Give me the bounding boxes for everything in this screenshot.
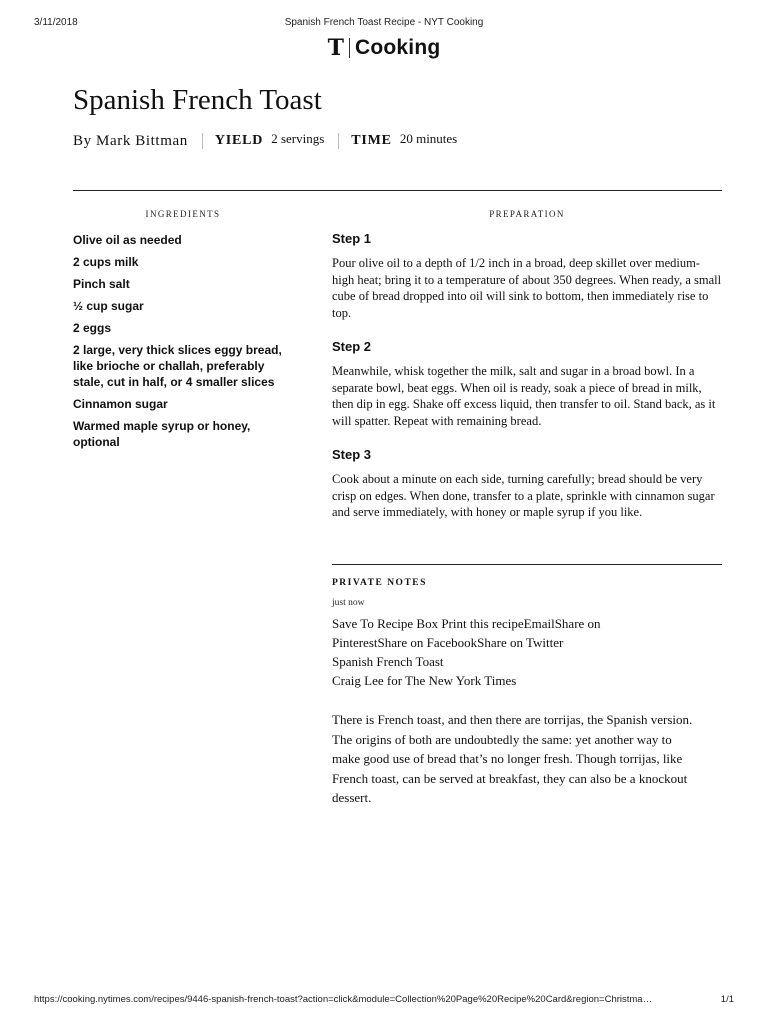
ingredient-item: 2 eggs (73, 321, 112, 335)
step-text: Pour olive oil to a depth of 1/2 inch in a broad, deep skillet over medium-high heat; bring it to a temperature of about 350 degrees. When ready, a small cube of bread dropped into oil will sink to bottom, then immediately rise to top. (332, 256, 722, 320)
ingredients-list (73, 232, 298, 456)
notes-divider (332, 564, 722, 565)
ingredient-item: 2 large, very thick slices eggy bread, like brioche or challah, preferably stale, cut in half, or 4 smaller slices (73, 343, 282, 389)
header-divider (73, 190, 722, 191)
step-1 (332, 230, 722, 321)
recipe-byline[interactable]: By Mark Bittman (73, 132, 188, 149)
yield-label: YIELD (214, 133, 264, 148)
time-value: 20 minutes (399, 131, 458, 146)
meta-divider (202, 133, 203, 149)
brand-name: Cooking (354, 36, 441, 59)
time-label: TIME (351, 133, 392, 148)
print-document-title: Spanish French Toast Recipe - NYT Cooking (284, 17, 484, 28)
ingredient-item: Pinch salt (73, 277, 130, 291)
notes-timestamp: just now (332, 598, 365, 608)
ingredients-heading: INGREDIENTS (145, 209, 221, 219)
ingredient-item: ½ cup sugar (73, 299, 144, 313)
brand-divider (349, 38, 350, 58)
print-header (34, 17, 734, 31)
yield-value: 2 servings (271, 131, 325, 146)
step-2 (332, 338, 722, 429)
step-text: Meanwhile, whisk together the milk, salt and sugar in a broad bowl. In a separate bowl, beat eggs. When oil is ready, soak a piece of bread in milk, then dip in egg. Shake off excess liquid, then transfer to oil. Stand back, as it will spatter. Repeat with remaining bread. (332, 364, 716, 428)
print-url: https://cooking.nytimes.com/recipes/9446-spanish-french-toast?action=click&module=Collection%20Page%20Recipe%20Card&region=Christma… (34, 994, 653, 1005)
print-date: 3/11/2018 (34, 17, 78, 28)
photo-title: Spanish French Toast (332, 654, 444, 669)
recipe-intro: There is French toast, and then there are torrijas, the Spanish version. The origins of both are undoubtedly the same: yet another way to make good use of bread that’s no longer fresh. Though torrijas, like French toast, can be served at breakfast, they can also be a knockout dessert. (332, 712, 693, 805)
recipe-meta (73, 131, 457, 151)
step-title: Step 1 (332, 231, 372, 246)
step-title: Step 2 (332, 339, 372, 354)
preparation-steps (332, 230, 722, 538)
nyt-t-logo-icon: T (327, 35, 344, 61)
share-actions-line[interactable]: PinterestShare on FacebookShare on Twitter (332, 635, 564, 650)
meta-divider (338, 133, 339, 149)
step-3 (332, 446, 722, 521)
brand-logo[interactable] (0, 36, 768, 60)
recipe-title: Spanish French Toast (73, 84, 322, 116)
ingredient-item: Cinnamon sugar (73, 397, 168, 411)
share-actions-line[interactable]: Save To Recipe Box Print this recipeEmailShare on (332, 616, 601, 631)
ingredient-item: Warmed maple syrup or honey, optional (73, 419, 251, 449)
step-text: Cook about a minute on each side, turning carefully; bread should be very crisp on edges. When done, transfer to a plate, sprinkle with cinnamon sugar and serve immediately, with honey or maple syrup if you like. (332, 472, 715, 519)
private-notes-heading: PRIVATE NOTES (332, 578, 427, 588)
private-notes-section (332, 578, 722, 808)
ingredient-item: 2 cups milk (73, 255, 139, 269)
step-title: Step 3 (332, 447, 372, 462)
preparation-heading: PREPARATION (489, 209, 565, 219)
print-footer (34, 994, 734, 1008)
photo-credit: Craig Lee for The New York Times (332, 673, 517, 688)
ingredient-item: Olive oil as needed (73, 233, 182, 247)
page-number: 1/1 (720, 994, 734, 1005)
